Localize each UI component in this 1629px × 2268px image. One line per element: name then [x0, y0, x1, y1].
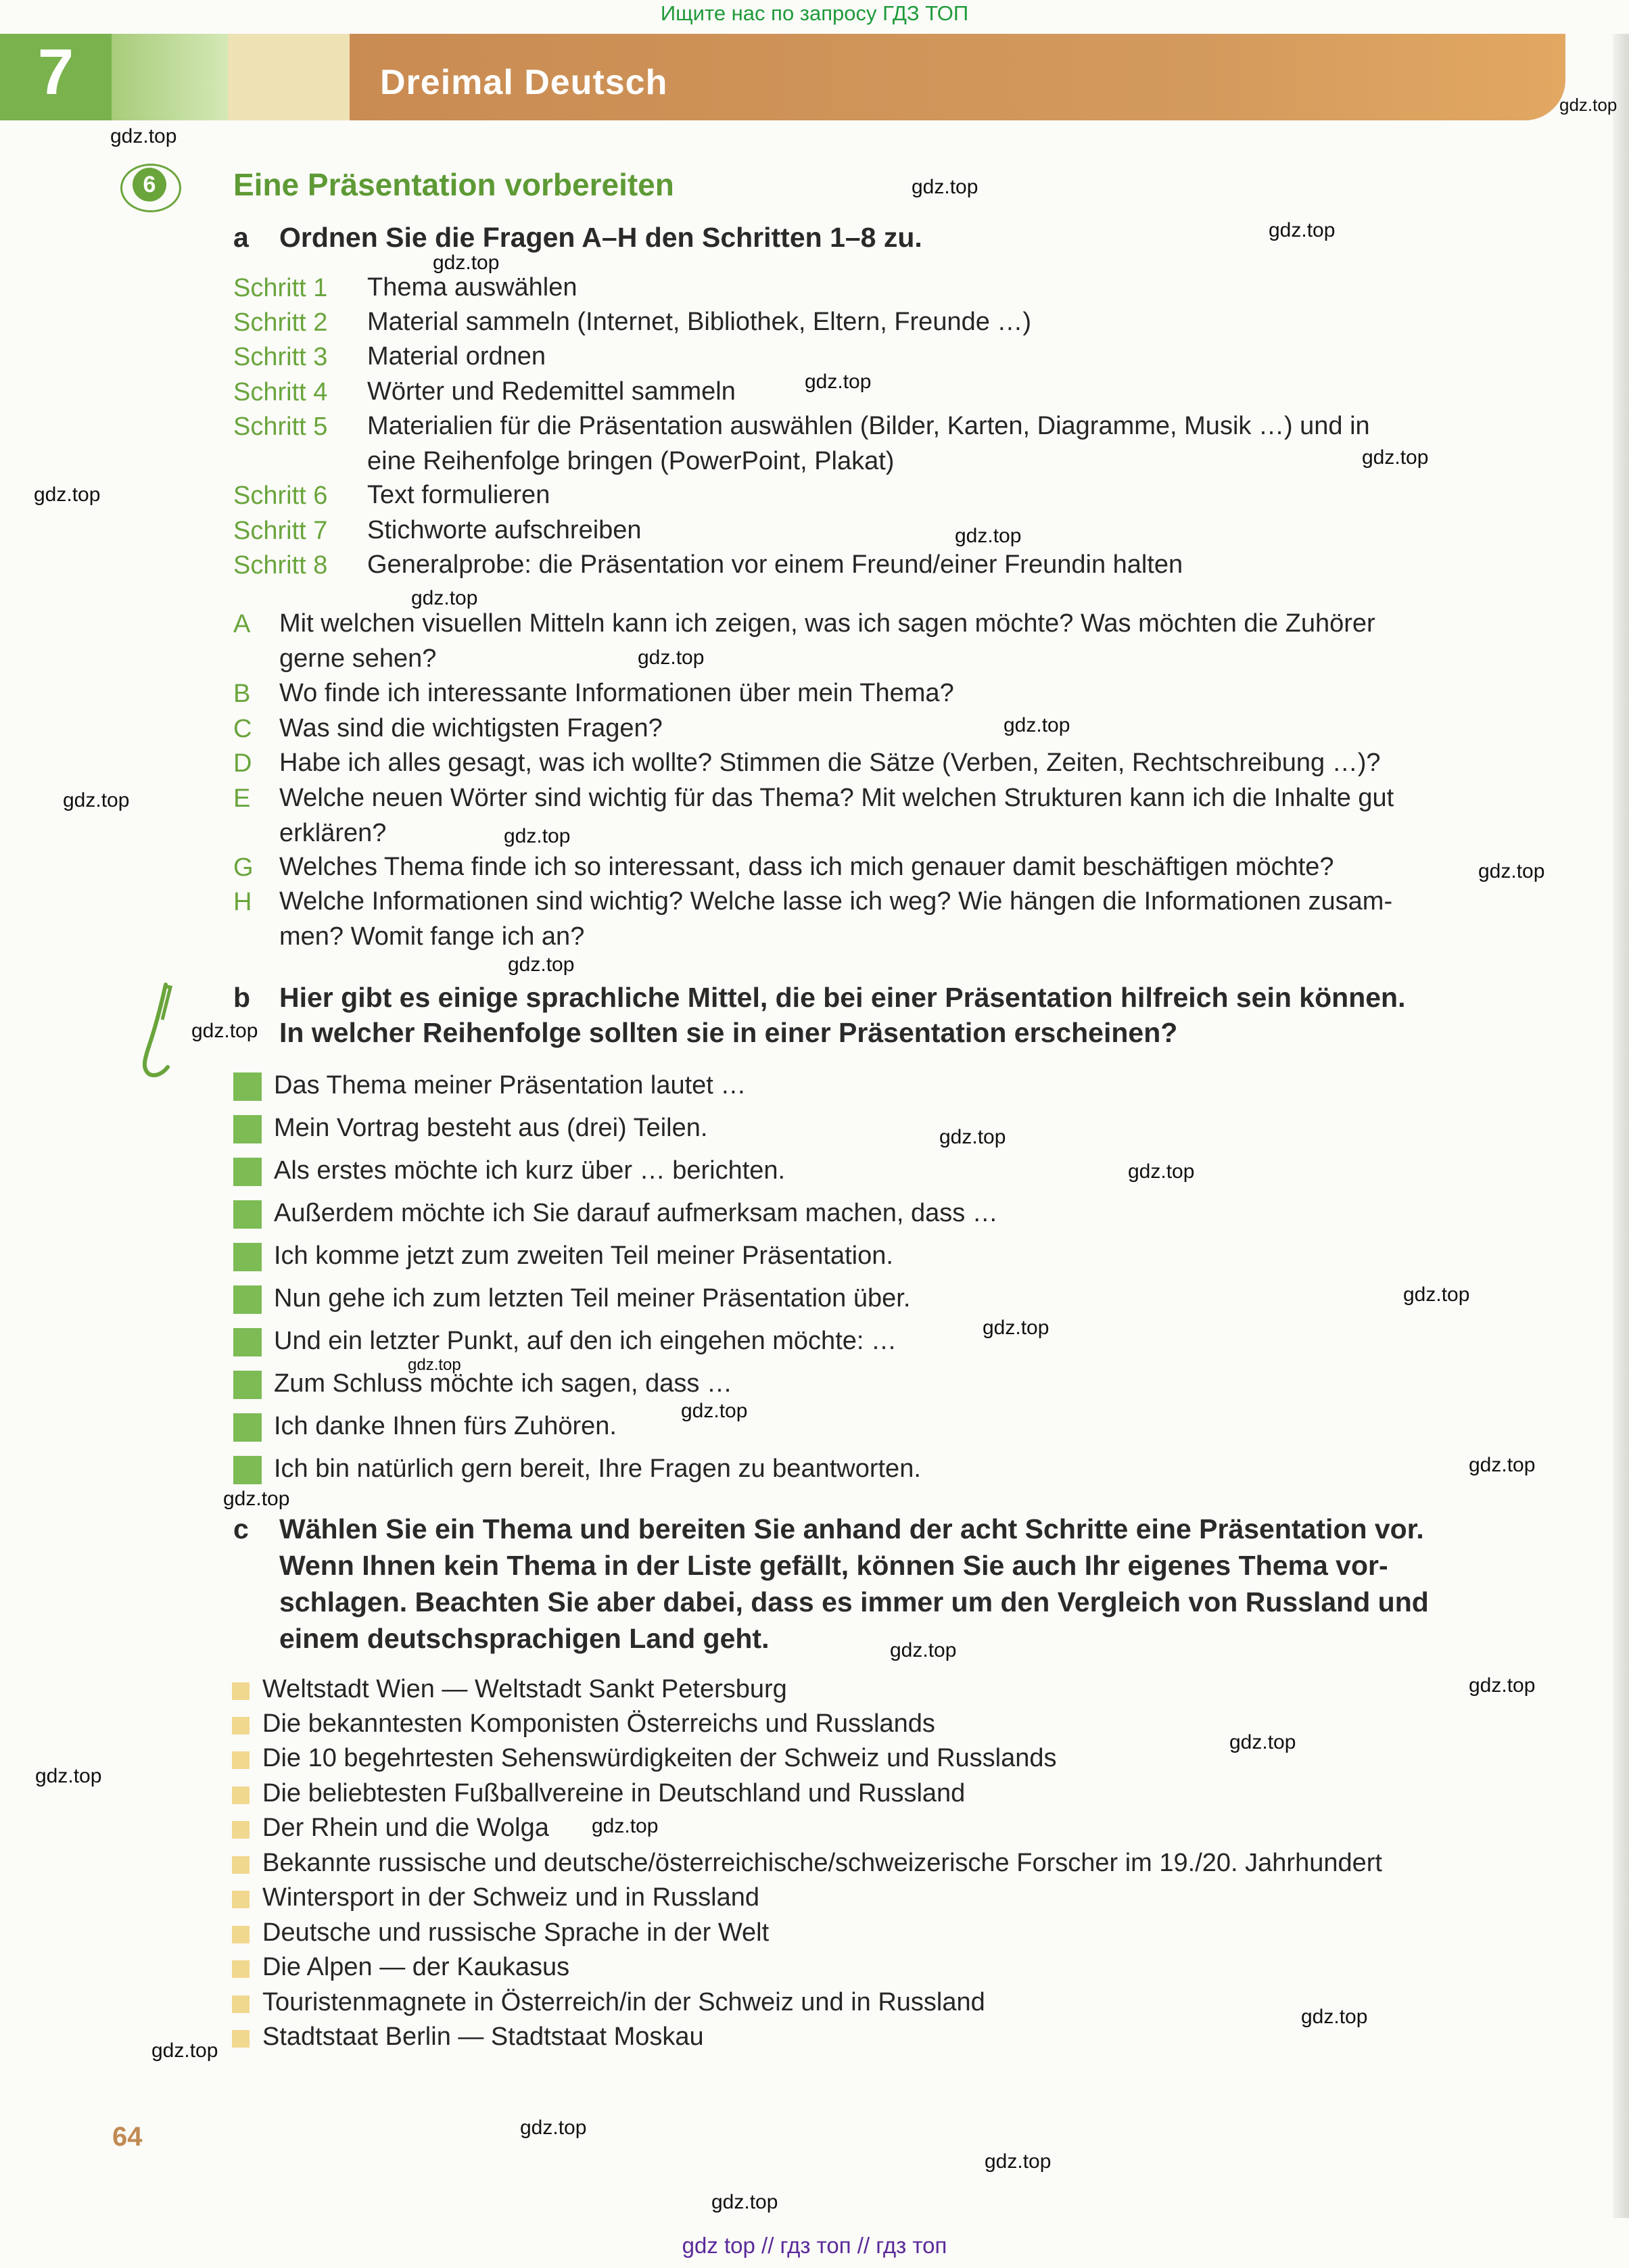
phrase-item: Außerdem möchte ich Sie darauf aufmerksam machen, dass …	[274, 1199, 998, 1227]
watermark: gdz.top	[681, 1400, 748, 1422]
topic-bullet	[232, 1891, 250, 1908]
watermark: gdz.top	[1269, 219, 1336, 241]
watermark: gdz.top	[1403, 1283, 1470, 1306]
question-text: Welche neuen Wörter sind wichtig für das Thema? Mit welchen Strukturen kann ich die Inhalte gut	[279, 784, 1394, 812]
phrase-item: Ich komme jetzt zum zweiten Teil meiner Präsentation.	[274, 1242, 893, 1270]
topic-bullet	[232, 1856, 250, 1874]
step-label: Schritt 6	[233, 481, 328, 510]
watermark: gdz.top	[433, 252, 500, 274]
topic-item: Touristenmagnete in Österreich/in der Schweiz und in Russland	[262, 1988, 985, 2016]
phrase-item: Mein Vortrag besteht aus (drei) Teilen.	[274, 1114, 708, 1142]
step-label: Schritt 8	[233, 551, 328, 580]
watermark: gdz.top	[504, 825, 571, 847]
step-label: Schritt 2	[233, 308, 328, 337]
step-text: Materialien für die Präsentation auswählen (Bilder, Karten, Diagramme, Musik …) und in	[367, 412, 1370, 440]
question-letter: A	[233, 610, 251, 638]
question-text: Welche Informationen sind wichtig? Welche lasse ich weg? Wie hängen die Informationen zusam-	[279, 887, 1393, 916]
topic-bullet	[232, 1717, 250, 1734]
question-text-continued: erklären?	[279, 819, 387, 847]
phrase-item: Zum Schluss möchte ich sagen, dass …	[274, 1369, 732, 1398]
question-letter: H	[233, 888, 252, 916]
topic-bullet	[232, 1926, 250, 1943]
task-b-text-continued: In welcher Reihenfolge sollten sie in einer Präsentation erscheinen?	[279, 1017, 1178, 1048]
question-letter: G	[233, 853, 254, 882]
topic-item: Bekannte russische und deutsche/österreichische/schweizerische Forscher im 19./20. Jahrhundert	[262, 1849, 1382, 1877]
checkbox-square[interactable]	[233, 1200, 262, 1229]
watermark: gdz.top	[520, 2117, 587, 2139]
topic-bullet	[232, 2030, 250, 2048]
phrase-item: Das Thema meiner Präsentation lautet …	[274, 1071, 747, 1100]
step-label: Schritt 3	[233, 343, 328, 371]
watermark: gdz.top	[1004, 714, 1070, 736]
watermark: gdz.top	[63, 789, 130, 811]
watermark: gdz.top	[1559, 95, 1618, 115]
page-edge-shadow	[1613, 34, 1629, 2218]
watermark: gdz.top	[638, 646, 705, 669]
chapter-number: 7	[37, 36, 74, 108]
watermark: gdz.top	[985, 2150, 1052, 2173]
watermark: gdz.top	[711, 2191, 778, 2213]
topic-item: Stadtstaat Berlin — Stadtstaat Moskau	[262, 2023, 704, 2051]
topic-bullet	[232, 1682, 250, 1700]
watermark: gdz.top	[411, 587, 478, 609]
watermark: gdz.top	[408, 1356, 461, 1374]
topic-item: Die 10 begehrtesten Sehenswürdigkeiten der Schweiz und Russlands	[262, 1744, 1057, 1772]
checkbox-square[interactable]	[233, 1413, 262, 1442]
phrase-item: Ich danke Ihnen fürs Zuhören.	[274, 1412, 617, 1440]
topic-item: Weltstadt Wien — Weltstadt Sankt Petersburg	[262, 1675, 787, 1703]
watermark: gdz.top	[223, 1488, 290, 1510]
watermark: gdz.top	[1469, 1454, 1536, 1476]
step-text: Material ordnen	[367, 342, 546, 371]
question-text-continued: men? Womit fange ich an?	[279, 922, 585, 951]
watermark: gdz.top	[34, 483, 101, 506]
phrase-item: Als erstes möchte ich kurz über … berichten.	[274, 1156, 786, 1185]
question-text: Wo finde ich interessante Informationen über mein Thema?	[279, 679, 954, 707]
task-b-text: Hier gibt es einige sprachliche Mittel, die bei einer Präsentation hilfreich sein können.	[279, 982, 1406, 1013]
topic-bullet	[232, 1960, 250, 1978]
exercise-number: 6	[133, 168, 166, 202]
step-label: Schritt 4	[233, 378, 328, 406]
step-text: Text formulieren	[367, 481, 550, 509]
topic-bullet	[232, 1821, 250, 1839]
phrase-item: Ich bin natürlich gern bereit, Ihre Fragen zu beantworten.	[274, 1455, 921, 1483]
watermark: gdz.top	[1128, 1160, 1195, 1183]
topic-item: Deutsche und russische Sprache in der Welt	[262, 1918, 770, 1947]
checkbox-square[interactable]	[233, 1158, 262, 1186]
pen-icon	[128, 979, 189, 1081]
watermark: gdz.top	[35, 1765, 102, 1787]
question-text: Welches Thema finde ich so interessant, dass ich mich genauer damit beschäftigen möchte?	[279, 853, 1334, 881]
question-text: Habe ich alles gesagt, was ich wollte? Stimmen die Sätze (Verben, Zeiten, Rechtschreibung …)?	[279, 749, 1381, 777]
topic-bullet	[232, 1787, 250, 1804]
watermark: gdz.top	[955, 525, 1022, 547]
watermark: gdz.top	[508, 953, 575, 976]
task-c-text: einem deutschsprachigen Land geht.	[279, 1623, 770, 1654]
step-label: Schritt 7	[233, 517, 328, 545]
phrase-item: Nun gehe ich zum letzten Teil meiner Präsentation über.	[274, 1284, 911, 1313]
step-text: Generalprobe: die Präsentation vor einem Freund/einer Freundin halten	[367, 550, 1183, 579]
header-band-yellow	[228, 34, 350, 120]
watermark: gdz.top	[1362, 446, 1429, 469]
task-c-text: schlagen. Beachten Sie aber dabei, dass es immer um den Vergleich von Russland und	[279, 1586, 1429, 1617]
watermark: gdz.top	[912, 176, 978, 198]
watermark: gdz.top	[1229, 1731, 1296, 1753]
watermark: gdz.top	[151, 2039, 218, 2062]
checkbox-square[interactable]	[233, 1285, 262, 1314]
watermark: gdz.top	[592, 1815, 659, 1837]
checkbox-square[interactable]	[233, 1371, 262, 1399]
watermark: gdz.top	[1301, 2006, 1368, 2028]
task-a-letter: a	[233, 222, 249, 253]
watermark: gdz.top	[890, 1639, 957, 1661]
watermark: gdz.top	[1469, 1674, 1536, 1697]
checkbox-square[interactable]	[233, 1456, 262, 1484]
watermark: gdz.top	[983, 1317, 1049, 1339]
topic-item: Die Alpen — der Kaukasus	[262, 1953, 570, 1981]
question-text: Was sind die wichtigsten Fragen?	[279, 714, 663, 742]
task-a-text: Ordnen Sie die Fragen A–H den Schritten 1–8 zu.	[279, 222, 922, 253]
task-b-letter: b	[233, 982, 251, 1013]
task-c-text: Wählen Sie ein Thema und bereiten Sie anhand der acht Schritte eine Präsentation vor.	[279, 1513, 1424, 1544]
step-text: Wörter und Redemittel sammeln	[367, 377, 736, 406]
topic-item: Die bekanntesten Komponisten Österreichs und Russlands	[262, 1709, 935, 1738]
step-text: Stichworte aufschreiben	[367, 516, 642, 544]
question-letter: C	[233, 715, 252, 743]
topic-bullet	[232, 1751, 250, 1769]
exercise-title: Eine Präsentation vorbereiten	[233, 167, 674, 202]
phrase-item: Und ein letzter Punkt, auf den ich eingehen möchte: …	[274, 1327, 897, 1355]
question-text-continued: gerne sehen?	[279, 644, 437, 673]
bottom-note[interactable]: gdz top // гдз топ // гдз топ	[682, 2233, 947, 2258]
checkbox-square[interactable]	[233, 1328, 262, 1356]
watermark: gdz.top	[191, 1020, 258, 1042]
step-text-continued: eine Reihenfolge bringen (PowerPoint, Plakat)	[367, 447, 895, 475]
question-letter: B	[233, 680, 251, 708]
topic-item: Die beliebtesten Fußballvereine in Deutschland und Russland	[262, 1779, 966, 1808]
step-text: Material sammeln (Internet, Bibliothek, Eltern, Freunde …)	[367, 308, 1032, 336]
step-label: Schritt 1	[233, 274, 328, 302]
page-number: 64	[112, 2122, 143, 2152]
checkbox-square[interactable]	[233, 1072, 262, 1101]
step-text: Thema auswählen	[367, 273, 577, 302]
checkbox-square[interactable]	[233, 1243, 262, 1271]
question-letter: E	[233, 784, 251, 813]
header-band-green	[112, 34, 228, 120]
task-c-letter: c	[233, 1513, 249, 1544]
topic-item: Wintersport in der Schweiz und in Russland	[262, 1883, 760, 1912]
question-letter: D	[233, 749, 252, 778]
top-note[interactable]: Ищите нас по запросу ГДЗ ТОП	[660, 1, 969, 25]
topic-bullet	[232, 1995, 250, 2013]
watermark: gdz.top	[110, 125, 177, 147]
task-c-text: Wenn Ihnen kein Thema in der Liste gefällt, können Sie auch Ihr eigenes Thema vor-	[279, 1550, 1388, 1581]
chapter-title: Dreimal Deutsch	[380, 63, 668, 102]
watermark: gdz.top	[805, 371, 872, 393]
checkbox-square[interactable]	[233, 1115, 262, 1143]
step-label: Schritt 5	[233, 412, 328, 441]
watermark: gdz.top	[939, 1126, 1006, 1148]
topic-item: Der Rhein und die Wolga	[262, 1814, 549, 1842]
watermark: gdz.top	[1478, 860, 1545, 882]
question-text: Mit welchen visuellen Mitteln kann ich zeigen, was ich sagen möchte? Was möchten die Zuhörer	[279, 609, 1375, 638]
